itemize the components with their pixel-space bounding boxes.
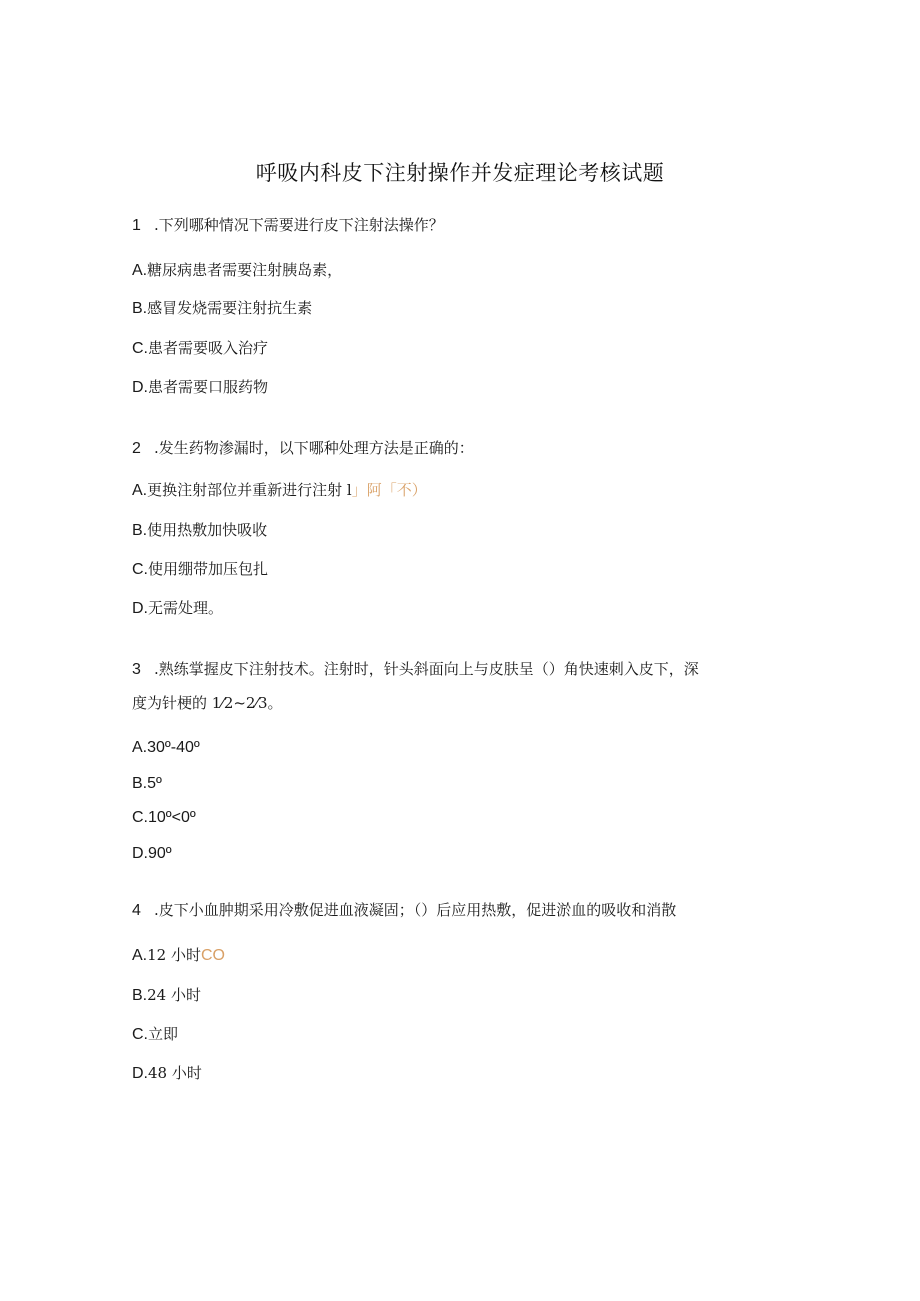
option-letter: A. <box>132 482 148 499</box>
option-2c <box>132 559 268 580</box>
question-4 <box>132 900 676 921</box>
option-letter: A. <box>132 739 148 756</box>
option-2a <box>132 480 427 501</box>
option-4d <box>132 1063 202 1084</box>
question-text: .下列哪种情况下需要进行皮下注射法操作？ <box>154 216 444 234</box>
option-letter: A. <box>132 947 148 964</box>
question-number: 3 <box>132 661 141 678</box>
option-text: 立即 <box>148 1025 179 1043</box>
option-text: 5º <box>147 775 162 792</box>
option-3c <box>132 807 196 828</box>
option-text: 使用热敷加快吸收 <box>147 521 268 539</box>
question-2 <box>132 438 474 459</box>
option-text: 10º<0º <box>148 809 196 826</box>
option-text: 12 小时 <box>147 946 201 964</box>
option-2b <box>132 520 267 541</box>
option-3b <box>132 773 162 794</box>
option-letter: A. <box>132 262 148 279</box>
option-text: 糖尿病患者需要注射胰岛素， <box>147 261 343 279</box>
option-text: 使用绷带加压包扎 <box>148 560 269 578</box>
question-number: 2 <box>132 440 141 457</box>
question-number: 4 <box>132 902 141 919</box>
option-text: 48 小时 <box>148 1064 202 1082</box>
question-text: .熟练掌握皮下注射技术。注射时，针头斜面向上与皮肤呈（）角快速刺入皮下，深 <box>154 660 699 678</box>
option-text: 无需处理。 <box>148 599 224 617</box>
option-text: 感冒发烧需要注射抗生素 <box>147 299 313 317</box>
question-text-line2: 度为针梗的 1⁄2~2⁄3。 <box>132 694 283 712</box>
option-letter: D. <box>132 379 148 396</box>
option-3d <box>132 843 172 864</box>
option-letter: B. <box>132 987 148 1004</box>
option-letter: D. <box>132 600 148 617</box>
option-1a <box>132 260 342 281</box>
option-letter: C. <box>132 340 148 357</box>
option-text: 患者需要口服药物 <box>148 378 269 396</box>
option-4a <box>132 945 225 966</box>
option-letter: D. <box>132 845 148 862</box>
option-4b <box>132 985 201 1006</box>
option-1b <box>132 298 312 319</box>
option-text: 更换注射部位并重新进行注射 l <box>147 481 352 499</box>
option-4c <box>132 1024 178 1045</box>
option-1c <box>132 338 268 359</box>
question-3-continued <box>132 693 283 713</box>
option-letter: B. <box>132 775 148 792</box>
question-text: .发生药物渗漏时，以下哪种处理方法是正确的： <box>154 439 474 457</box>
option-text: 患者需要吸入治疗 <box>148 339 269 357</box>
question-number: 1 <box>132 217 141 234</box>
option-letter: C. <box>132 1026 148 1043</box>
option-letter: B. <box>132 522 148 539</box>
option-letter: B. <box>132 300 148 317</box>
page-title: 呼吸内科皮下注射操作并发症理论考核试题 <box>255 161 665 185</box>
stray-mark: 」阿「不） <box>351 482 427 499</box>
option-letter: C. <box>132 809 148 826</box>
option-text: 90º <box>148 845 172 862</box>
option-3a <box>132 737 200 758</box>
stray-mark: CO <box>200 947 225 964</box>
option-2d <box>132 598 223 619</box>
option-1d <box>132 377 268 398</box>
question-1 <box>132 215 444 236</box>
question-3 <box>132 659 699 680</box>
option-text: 30º-40º <box>147 739 200 756</box>
option-letter: D. <box>132 1065 148 1082</box>
option-letter: C. <box>132 561 148 578</box>
option-text: 24 小时 <box>147 986 201 1004</box>
question-text: .皮下小血肿期采用冷敷促进血液凝固；（）后应用热敷，促进淤血的吸收和消散 <box>154 901 677 919</box>
